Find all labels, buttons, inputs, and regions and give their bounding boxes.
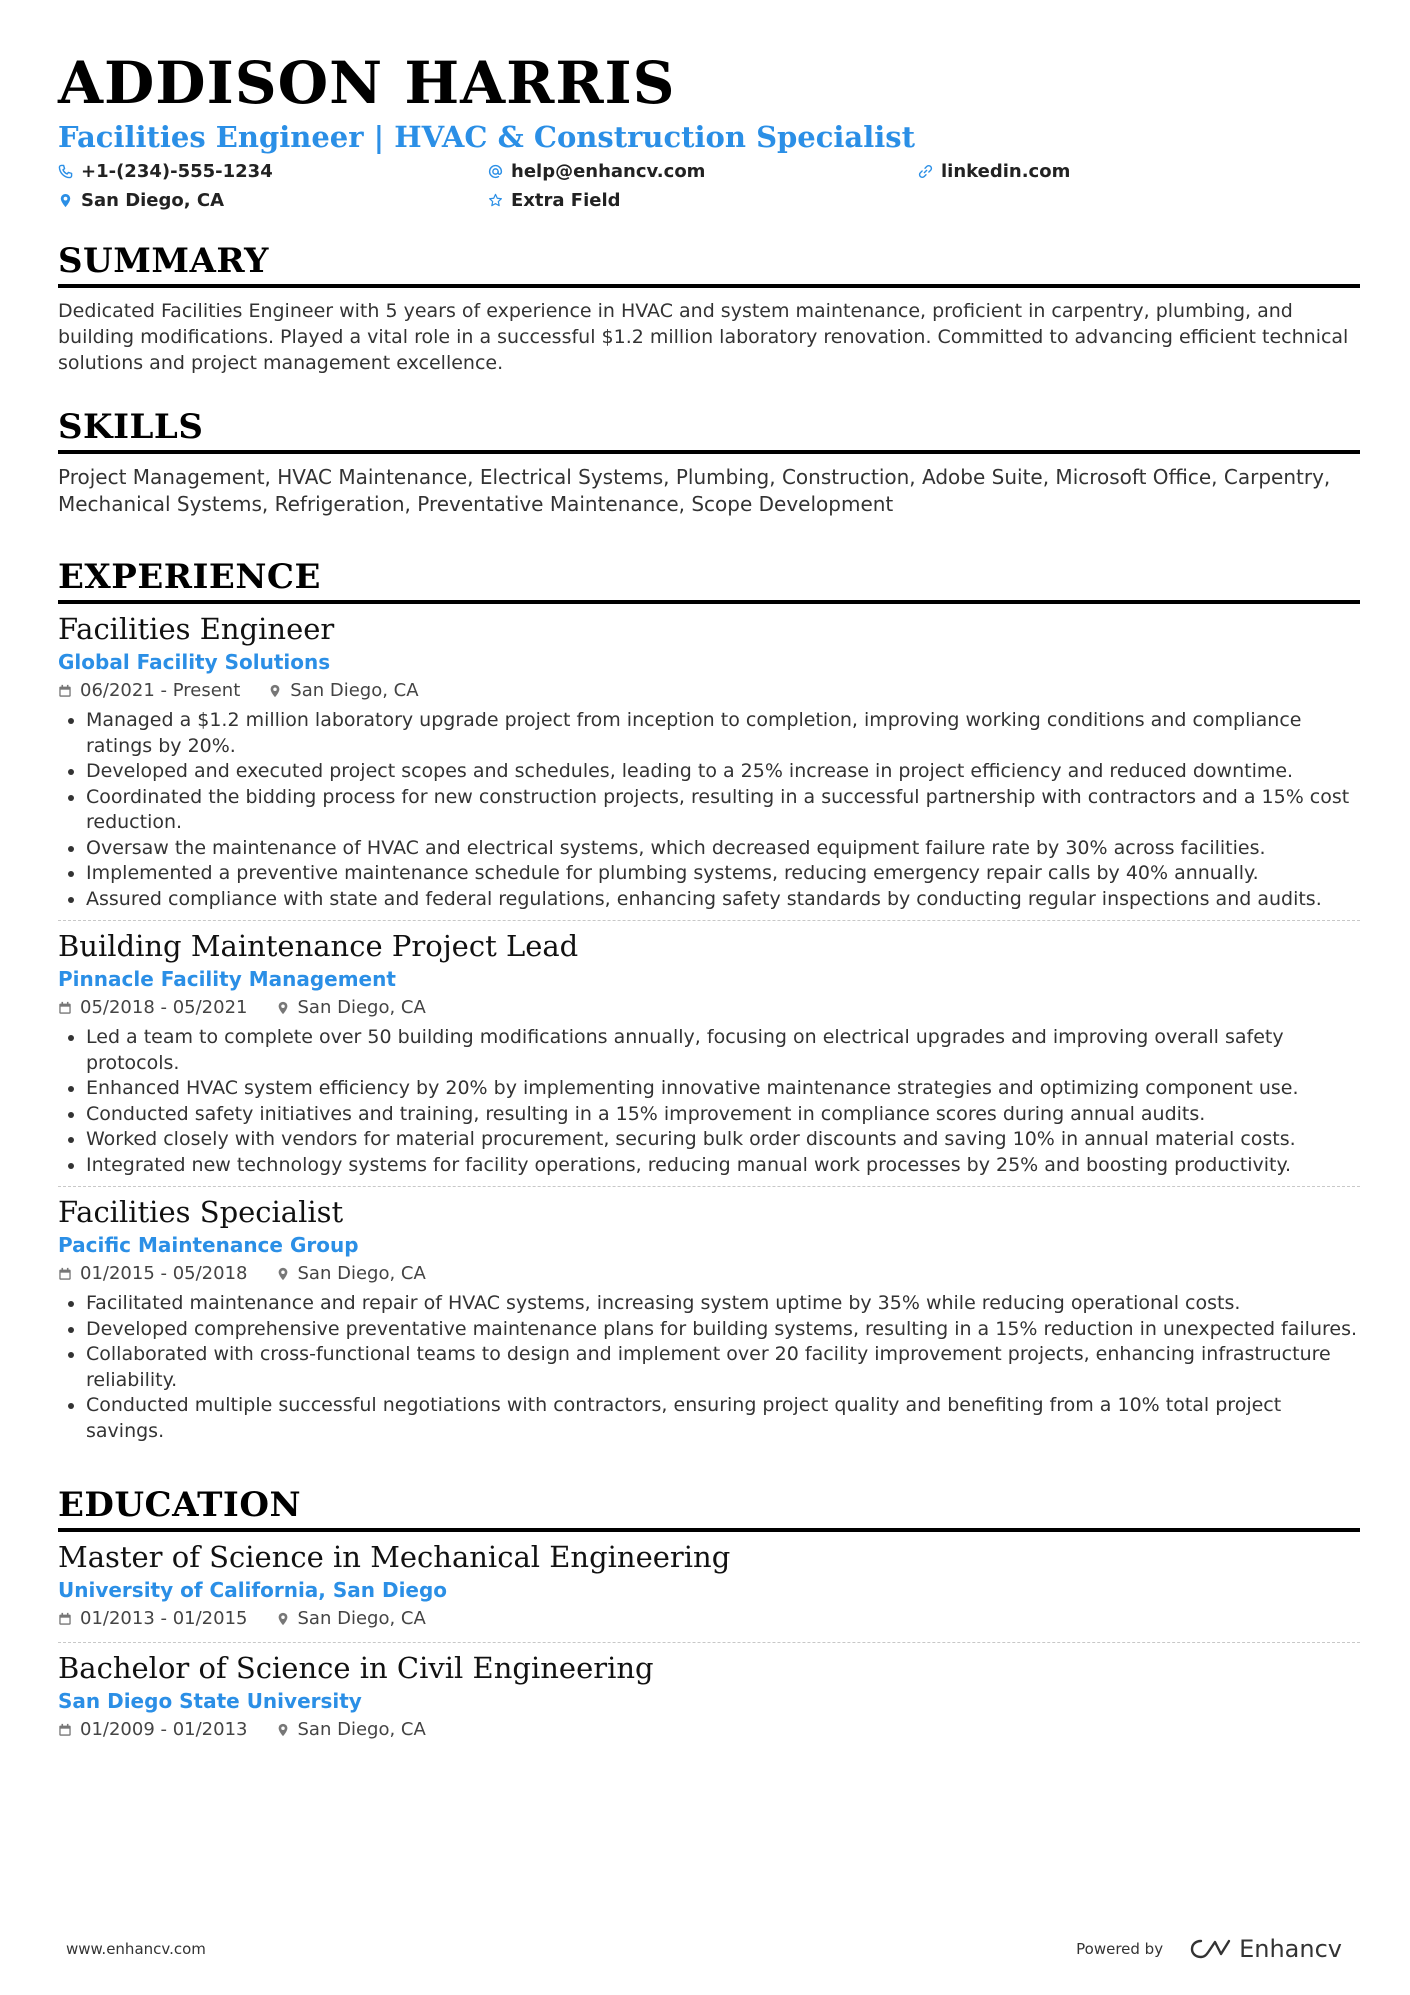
job-title: Building Maintenance Project Lead xyxy=(58,929,579,963)
list-item: • Worked closely with vendors for material procurement, securing bulk order discounts and saving 10% in annual material costs. xyxy=(86,1127,1360,1153)
experience-heading: EXPERIENCE xyxy=(58,557,321,597)
contact-info xyxy=(58,158,1360,214)
contact-extra-text: Extra Field xyxy=(511,190,621,211)
experience-entry xyxy=(58,604,1360,921)
contact-phone-text: +1-(234)-555-1234 xyxy=(81,161,273,182)
job-meta xyxy=(58,1259,1360,1289)
job-location: San Diego, CA xyxy=(290,680,419,701)
powered-by-label: Powered by xyxy=(1076,1940,1164,1958)
list-item: • Managed a $1.2 million laboratory upgrade project from inception to completion, improving working conditions and compliance ratings by 20%. xyxy=(86,708,1360,759)
education-section xyxy=(58,1484,1360,1753)
education-location: San Diego, CA xyxy=(297,1608,426,1629)
page-footer xyxy=(66,1935,1342,1963)
experience-section xyxy=(58,556,1360,1452)
enhancv-logo-icon xyxy=(1189,1937,1233,1961)
education-meta xyxy=(58,1604,1360,1634)
candidate-title: Facilities Engineer | HVAC & Construction Specialist xyxy=(58,120,915,154)
location-pin-icon xyxy=(276,1267,290,1281)
list-item: • Collaborated with cross-functional teams to design and implement over 20 facility improvement projects, enhancing infrastructure reliability. xyxy=(86,1342,1360,1393)
degree-title: Master of Science in Mechanical Engineering xyxy=(58,1540,731,1574)
education-meta xyxy=(58,1715,1360,1745)
calendar-icon xyxy=(58,1612,72,1626)
job-dates: 01/2015 - 05/2018 xyxy=(80,1263,248,1284)
job-bullets xyxy=(58,1291,1360,1444)
brand-logo[interactable] xyxy=(1189,1935,1342,1963)
experience-entry xyxy=(58,1187,1360,1452)
list-item: • Developed and executed project scopes and schedules, leading to a 25% increase in project efficiency and reduced downtime. xyxy=(86,759,1360,785)
list-item: • Led a team to complete over 50 building modifications annually, focusing on electrical upgrades and improving overall safety protocols. xyxy=(86,1025,1360,1076)
list-item: • Implemented a preventive maintenance schedule for plumbing systems, reducing emergency repair calls by 40% annually. xyxy=(86,861,1360,887)
candidate-name: ADDISON HARRIS xyxy=(58,49,676,117)
company-name[interactable]: Global Facility Solutions xyxy=(58,650,331,674)
section-divider xyxy=(58,284,1360,288)
experience-entry xyxy=(58,921,1360,1187)
list-item: • Conducted safety initiatives and training, resulting in a 15% improvement in compliance scores during annual audits. xyxy=(86,1102,1360,1128)
education-dates: 01/2013 - 01/2015 xyxy=(80,1608,248,1629)
calendar-icon xyxy=(58,1001,72,1015)
list-item: • Facilitated maintenance and repair of HVAC systems, increasing system uptime by 35% while reducing operational costs. xyxy=(86,1291,1360,1317)
location-pin-icon xyxy=(276,1612,290,1626)
school-name[interactable]: University of California, San Diego xyxy=(58,1578,448,1602)
job-location: San Diego, CA xyxy=(297,997,426,1018)
summary-section xyxy=(58,240,1360,376)
calendar-icon xyxy=(58,1267,72,1281)
education-heading: EDUCATION xyxy=(58,1485,302,1525)
list-item: • Conducted multiple successful negotiations with contractors, ensuring project quality and benefiting from a 10% total project savings. xyxy=(86,1393,1360,1444)
job-title: Facilities Specialist xyxy=(58,1195,344,1229)
job-title: Facilities Engineer xyxy=(58,612,335,646)
resume-page xyxy=(58,48,1360,1753)
contact-extra xyxy=(488,187,918,214)
job-bullets xyxy=(58,708,1360,912)
contact-phone[interactable] xyxy=(58,158,488,185)
link-icon xyxy=(918,164,933,179)
job-bullets xyxy=(58,1025,1360,1178)
contact-location-text: San Diego, CA xyxy=(81,190,225,211)
education-dates: 01/2009 - 01/2013 xyxy=(80,1719,248,1740)
list-item: • Oversaw the maintenance of HVAC and electrical systems, which decreased equipment failure rate by 30% across facilities. xyxy=(86,836,1360,862)
job-meta xyxy=(58,993,1360,1023)
skills-section xyxy=(58,406,1360,518)
contact-email-text: help@enhancv.com xyxy=(511,161,706,182)
contact-linkedin[interactable] xyxy=(918,158,1218,185)
location-pin-icon xyxy=(276,1723,290,1737)
skills-text: Project Management, HVAC Maintenance, Electrical Systems, Plumbing, Construction, Adobe Suite, Microsoft Office, Carpentry, Mechanical Systems, Refrigeration, Preventative Maintenance, Scope Development xyxy=(58,465,1331,516)
summary-heading: SUMMARY xyxy=(58,241,269,281)
list-item: • Assured compliance with state and federal regulations, enhancing safety standards by conducting regular inspections and audits. xyxy=(86,887,1360,913)
company-name[interactable]: Pinnacle Facility Management xyxy=(58,967,396,991)
education-location: San Diego, CA xyxy=(297,1719,426,1740)
job-meta xyxy=(58,676,1360,706)
degree-title: Bachelor of Science in Civil Engineering xyxy=(58,1651,654,1685)
job-dates: 05/2018 - 05/2021 xyxy=(80,997,248,1018)
location-pin-icon xyxy=(58,193,73,208)
calendar-icon xyxy=(58,684,72,698)
education-entry xyxy=(58,1532,1360,1643)
school-name[interactable]: San Diego State University xyxy=(58,1689,362,1713)
phone-icon xyxy=(58,164,73,179)
at-icon xyxy=(488,164,503,179)
contact-location xyxy=(58,187,488,214)
location-pin-icon xyxy=(276,1001,290,1015)
list-item: • Developed comprehensive preventative maintenance plans for building systems, resulting in a 15% reduction in unexpected failures. xyxy=(86,1317,1360,1343)
list-item: • Enhanced HVAC system efficiency by 20% by implementing innovative maintenance strategies and optimizing component use. xyxy=(86,1076,1360,1102)
contact-linkedin-text: linkedin.com xyxy=(941,161,1071,182)
job-location: San Diego, CA xyxy=(297,1263,426,1284)
list-item: • Integrated new technology systems for facility operations, reducing manual work processes by 25% and boosting productivity. xyxy=(86,1153,1360,1179)
star-icon xyxy=(488,193,503,208)
brand-name: Enhancv xyxy=(1239,1935,1342,1963)
location-pin-icon xyxy=(268,684,282,698)
section-divider xyxy=(58,450,1360,454)
skills-heading: SKILLS xyxy=(58,407,204,447)
contact-email[interactable] xyxy=(488,158,918,185)
calendar-icon xyxy=(58,1723,72,1737)
summary-text: Dedicated Facilities Engineer with 5 years of experience in HVAC and system maintenance, proficient in carpentry, plumbing, and building modifications. Played a vital role in a successful $1.2 million laboratory renovation. Committed to advancing efficient technical solutions and project management excellence. xyxy=(58,300,1349,374)
list-item: • Coordinated the bidding process for new construction projects, resulting in a successful partnership with contractors and a 15% cost reduction. xyxy=(86,785,1360,836)
footer-website-link[interactable]: www.enhancv.com xyxy=(66,1940,206,1958)
education-entry xyxy=(58,1643,1360,1753)
company-name[interactable]: Pacific Maintenance Group xyxy=(58,1233,359,1257)
job-dates: 06/2021 - Present xyxy=(80,680,241,701)
powered-by xyxy=(1076,1935,1342,1963)
